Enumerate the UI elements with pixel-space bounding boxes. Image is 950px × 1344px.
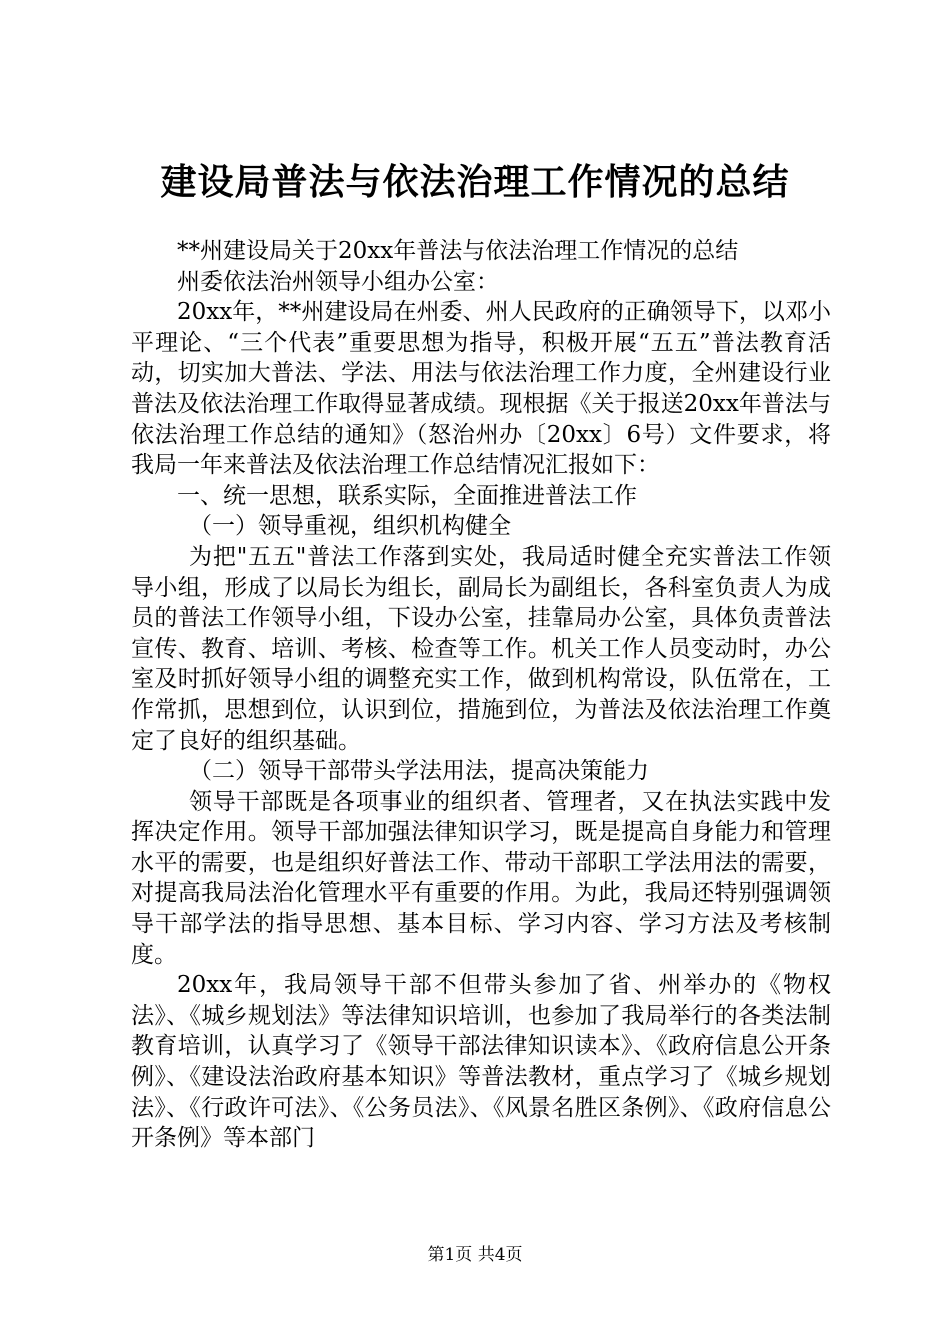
subject-line: **州建设局关于20xx年普法与依法治理工作情况的总结 [177,238,739,264]
document-title: 建设局普法与依法治理工作情况的总结 [160,161,790,203]
subsection-heading-1: （一）领导重视，组织机构健全 [189,513,511,540]
intro-paragraph: 20xx年，**州建设局在州委、州人民政府的正确领导下，以邓小平理论、“三个代表”重要思想为指导，积极开展“五五”普法教育活动，切实加大普法、学法、用法与依法治理工作力度，全州建设行业普法及依法治理工作取得显著成绩。现根据《关于报送20xx年普法与依法治理工作总结的通知》（怒治州办〔20xx〕6号）文件要求，将我局一年来普法及依法治理工作总结情况汇报如下： [131,299,831,479]
section-heading-1: 一、统一思想，联系实际，全面推进普法工作 [177,482,637,509]
body-paragraph-1: 为把"五五"普法工作落到实处，我局适时健全充实普法工作领导小组，形成了以局长为组长，副局长为副组长，各科室负责人为成员的普法工作领导小组，下设办公室，挂靠局办公室，具体负责普法宣传、教育、培训、考核、检查等工作。机关工作人员变动时，办公室及时抓好领导小组的调整充实工作，做到机构常设，队伍常在，工作常抓，思想到位，认识到位，措施到位，为普法及依法治理工作奠定了良好的组织基础。 [131,543,831,754]
document-body [131,236,831,1154]
subsection-heading-2: （二）领导干部带头学法用法，提高决策能力 [189,758,649,785]
body-paragraph-2: 领导干部既是各项事业的组织者、管理者，又在执法实践中发挥决定作用。领导干部加强法律知识学习，既是提高自身能力和管理水平的需要，也是组织好普法工作、带动干部职工学法用法的需要，对提高我局法治化管理水平有重要的作用。为此，我局还特别强调领导干部学法的指导思想、基本目标、学习内容、学习方法及考核制度。 [131,788,831,968]
page-footer: 第1页 共4页 [427,1245,523,1265]
addressee-line: 州委依法治州领导小组办公室： [177,268,499,295]
body-paragraph-3: 20xx年，我局领导干部不但带头参加了省、州举办的《物权法》、《城乡规划法》等法律知识培训，也参加了我局举行的各类法制教育培训，认真学习了《领导干部法律知识读本》、《政府信息公开条例》、《建设法治政府基本知识》等普法教材，重点学习了《城乡规划法》、《行政许可法》、《公务员法》、《风景名胜区条例》、《政府信息公开条例》等本部门 [131,972,831,1152]
